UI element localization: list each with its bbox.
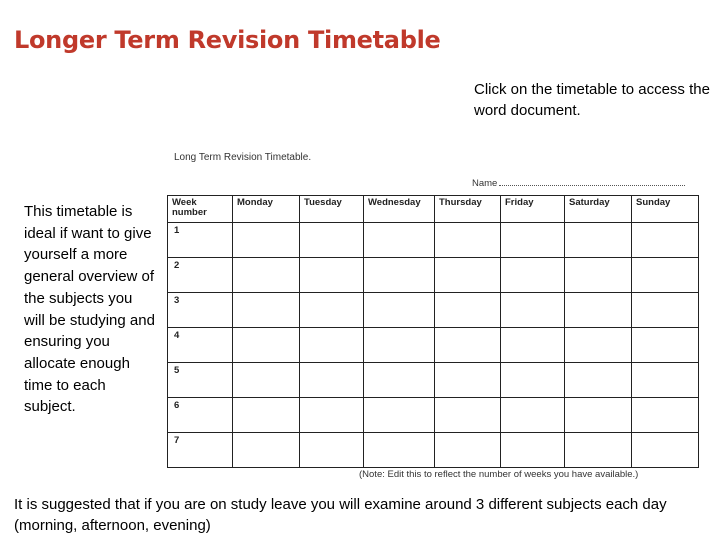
header-row bbox=[168, 196, 699, 223]
col-tuesday: Tuesday bbox=[300, 196, 364, 223]
timetable-cell[interactable] bbox=[435, 223, 501, 258]
timetable-cell[interactable] bbox=[435, 398, 501, 433]
timetable-cell[interactable] bbox=[364, 328, 435, 363]
timetable-footnote: (Note: Edit this to reflect the number of weeks you have available.) bbox=[359, 469, 639, 480]
timetable-cell[interactable] bbox=[364, 258, 435, 293]
table-row bbox=[168, 258, 699, 293]
name-label: Name bbox=[472, 178, 498, 189]
timetable-cell[interactable] bbox=[632, 398, 699, 433]
timetable-cell[interactable] bbox=[300, 398, 364, 433]
table-row bbox=[168, 398, 699, 433]
timetable-cell[interactable] bbox=[233, 363, 300, 398]
week-number-cell: 1 bbox=[168, 223, 233, 258]
col-monday: Monday bbox=[233, 196, 300, 223]
col-week-number: Week number bbox=[168, 196, 233, 223]
timetable-cell[interactable] bbox=[632, 258, 699, 293]
timetable-cell[interactable] bbox=[632, 363, 699, 398]
table-row bbox=[168, 363, 699, 398]
table-row bbox=[168, 328, 699, 363]
study-leave-note: It is suggested that if you are on study leave you will examine around 3 different subjects each day (morning, afternoon, evening) bbox=[14, 496, 667, 534]
week-number-cell: 5 bbox=[168, 363, 233, 398]
timetable-cell[interactable] bbox=[300, 223, 364, 258]
timetable-cell[interactable] bbox=[632, 293, 699, 328]
col-wednesday: Wednesday bbox=[364, 196, 435, 223]
timetable-cell[interactable] bbox=[364, 223, 435, 258]
timetable-cell[interactable] bbox=[632, 223, 699, 258]
timetable-cell[interactable] bbox=[435, 433, 501, 468]
timetable-cell[interactable] bbox=[233, 433, 300, 468]
timetable-cell[interactable] bbox=[300, 293, 364, 328]
timetable-cell[interactable] bbox=[233, 258, 300, 293]
table-row bbox=[168, 223, 699, 258]
revision-timetable[interactable] bbox=[167, 195, 699, 468]
col-sunday: Sunday bbox=[632, 196, 699, 223]
click-instruction: Click on the timetable to access the word document. bbox=[474, 81, 710, 119]
timetable-cell[interactable] bbox=[565, 293, 632, 328]
timetable-cell[interactable] bbox=[233, 398, 300, 433]
name-line bbox=[499, 177, 685, 186]
timetable-cell[interactable] bbox=[501, 363, 565, 398]
timetable-cell[interactable] bbox=[233, 223, 300, 258]
timetable-cell[interactable] bbox=[364, 363, 435, 398]
timetable-heading: Long Term Revision Timetable. bbox=[174, 152, 312, 163]
timetable-cell[interactable] bbox=[565, 328, 632, 363]
timetable-cell[interactable] bbox=[435, 258, 501, 293]
timetable-cell[interactable] bbox=[435, 293, 501, 328]
description-text: This timetable is ideal if want to give yourself a more general overview of the subjects you will be studying and ensuring you allocate enough time to each subject. bbox=[24, 203, 155, 416]
timetable-cell[interactable] bbox=[565, 223, 632, 258]
timetable-cell[interactable] bbox=[501, 328, 565, 363]
col-friday: Friday bbox=[501, 196, 565, 223]
table-row bbox=[168, 433, 699, 468]
table-row bbox=[168, 293, 699, 328]
timetable-cell[interactable] bbox=[565, 398, 632, 433]
name-field bbox=[472, 177, 685, 189]
timetable-cell[interactable] bbox=[300, 433, 364, 468]
timetable-cell[interactable] bbox=[501, 223, 565, 258]
timetable-cell[interactable] bbox=[233, 293, 300, 328]
timetable-cell[interactable] bbox=[435, 328, 501, 363]
week-number-cell: 7 bbox=[168, 433, 233, 468]
timetable-cell[interactable] bbox=[435, 363, 501, 398]
timetable-cell[interactable] bbox=[501, 398, 565, 433]
week-number-cell: 2 bbox=[168, 258, 233, 293]
timetable-cell[interactable] bbox=[501, 433, 565, 468]
timetable-cell[interactable] bbox=[565, 363, 632, 398]
timetable-cell[interactable] bbox=[300, 363, 364, 398]
timetable-cell[interactable] bbox=[364, 398, 435, 433]
timetable-cell[interactable] bbox=[300, 328, 364, 363]
timetable-cell[interactable] bbox=[632, 328, 699, 363]
timetable-cell[interactable] bbox=[501, 293, 565, 328]
timetable-cell[interactable] bbox=[565, 433, 632, 468]
timetable-cell[interactable] bbox=[632, 433, 699, 468]
timetable-cell[interactable] bbox=[364, 293, 435, 328]
timetable-cell[interactable] bbox=[364, 433, 435, 468]
timetable-cell[interactable] bbox=[565, 258, 632, 293]
col-saturday: Saturday bbox=[565, 196, 632, 223]
week-number-cell: 6 bbox=[168, 398, 233, 433]
timetable-cell[interactable] bbox=[300, 258, 364, 293]
timetable-cell[interactable] bbox=[233, 328, 300, 363]
col-thursday: Thursday bbox=[435, 196, 501, 223]
week-number-cell: 3 bbox=[168, 293, 233, 328]
week-number-cell: 4 bbox=[168, 328, 233, 363]
page-title: Longer Term Revision Timetable bbox=[14, 26, 441, 54]
timetable-cell[interactable] bbox=[501, 258, 565, 293]
